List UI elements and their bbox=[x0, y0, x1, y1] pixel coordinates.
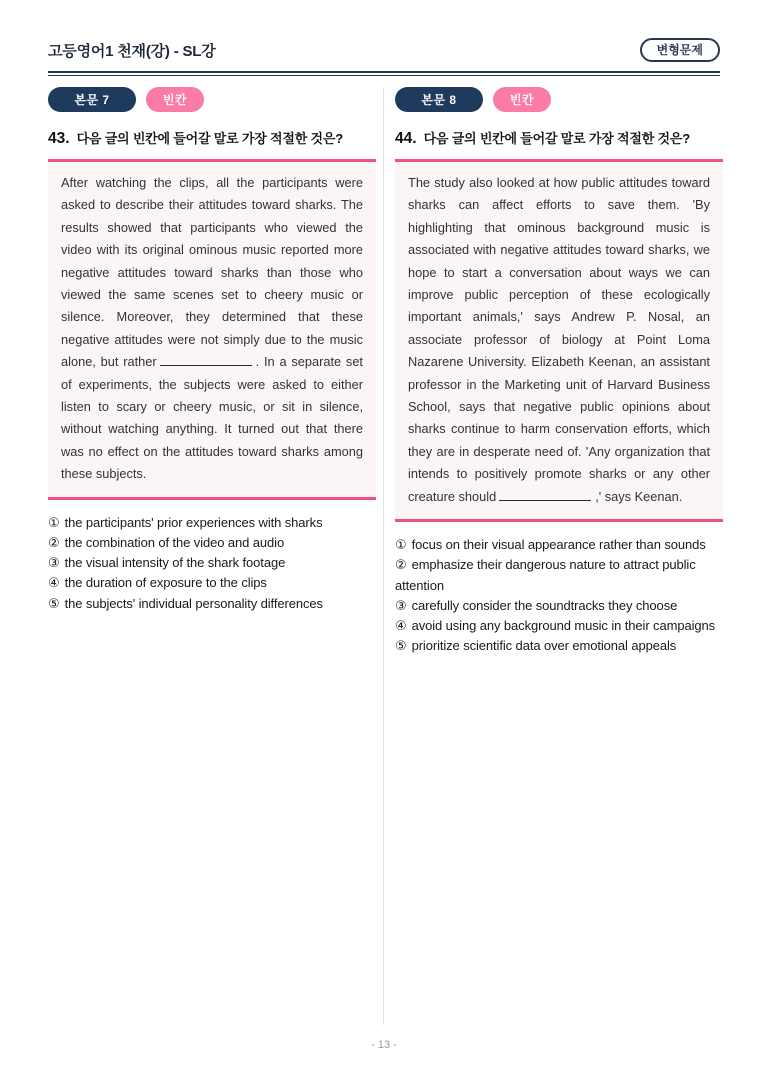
passage-box bbox=[395, 159, 723, 522]
answer-blank-line bbox=[160, 353, 252, 366]
source-badge: 본문 7 bbox=[48, 87, 136, 112]
option-5 bbox=[395, 636, 723, 656]
answer-blank-line bbox=[499, 488, 591, 501]
option-5 bbox=[48, 594, 376, 614]
badge-row bbox=[48, 87, 376, 112]
option-text: the participants' prior experiences with sharks bbox=[64, 514, 323, 530]
page-header bbox=[0, 0, 768, 62]
option-text: emphasize their dangerous nature to attract public attention bbox=[395, 557, 696, 593]
option-text: carefully consider the soundtracks they choose bbox=[411, 597, 678, 613]
option-3 bbox=[395, 596, 723, 616]
option-text: the subjects' individual personality differences bbox=[64, 595, 323, 611]
question-prompt: 다음 글의 빈칸에 들어갈 말로 가장 적절한 것은? bbox=[423, 131, 690, 146]
question-number: 44. bbox=[395, 130, 417, 147]
two-column-layout bbox=[48, 87, 723, 1025]
page-number: - 13 - bbox=[371, 1039, 397, 1051]
document-title: 고등영어1 천재(강) - SL강 bbox=[48, 42, 216, 60]
type-badge: 빈칸 bbox=[493, 87, 551, 112]
option-marker: ④ bbox=[48, 575, 60, 591]
option-marker: ① bbox=[395, 537, 407, 553]
option-2 bbox=[395, 555, 723, 595]
header-divider-rule bbox=[48, 71, 720, 76]
option-1 bbox=[395, 535, 723, 555]
badge-row bbox=[395, 87, 723, 112]
option-text: focus on their visual appearance rather than sounds bbox=[411, 537, 706, 553]
option-2 bbox=[48, 533, 376, 553]
option-text: prioritize scientific data over emotional appeals bbox=[411, 638, 677, 654]
question-number: 43. bbox=[48, 130, 70, 147]
question-prompt: 다음 글의 빈칸에 들어갈 말로 가장 적절한 것은? bbox=[76, 131, 343, 146]
option-marker: ① bbox=[48, 514, 60, 530]
option-marker: ③ bbox=[395, 597, 407, 613]
option-4 bbox=[48, 573, 376, 593]
option-marker: ② bbox=[48, 534, 60, 550]
passage-text-before-blank: The study also looked at how public attitudes toward sharks can affect efforts to save them. 'By highlighting that ominous background music is associated with negative attitudes toward sharks, we hope to start a conversation about ways we can improve public perception of these ecologically important animals,' says Andrew P. Nosal, an associate professor of biology at Point Loma Nazarene University. Elizabeth Keenan, an assistant professor in the Marketing unit of Harvard Business School, says that negative public opinions about sharks continue to harm conservation efforts, which they are in desperate need of. 'Any organization that intends to positively promote sharks or any other creature should bbox=[408, 175, 710, 504]
option-text: avoid using any background music in their campaigns bbox=[411, 617, 716, 633]
passage-text-after-blank: . In a separate set of experiments, the subjects were asked to either listen to scary or cheery music, or sit in silence, without watching anything. It turned out that there was no effect on the attitudes toward sharks among these subjects. bbox=[61, 354, 363, 482]
option-1 bbox=[48, 513, 376, 533]
question-heading bbox=[395, 128, 723, 148]
option-marker: ③ bbox=[48, 555, 60, 571]
source-badge: 본문 8 bbox=[395, 87, 483, 112]
option-text: the combination of the video and audio bbox=[64, 534, 285, 550]
question-heading bbox=[48, 128, 376, 148]
option-marker: ⑤ bbox=[48, 595, 60, 611]
answer-options bbox=[48, 513, 376, 614]
option-text: the visual intensity of the shark footage bbox=[64, 555, 286, 571]
answer-options bbox=[395, 535, 723, 656]
passage-box bbox=[48, 159, 376, 500]
question-block-44 bbox=[384, 87, 723, 1025]
option-marker: ⑤ bbox=[395, 638, 407, 654]
option-marker: ④ bbox=[395, 617, 407, 633]
option-text: the duration of exposure to the clips bbox=[64, 575, 267, 591]
variant-problem-badge: 변형문제 bbox=[640, 38, 720, 62]
option-marker: ② bbox=[395, 557, 407, 573]
passage-text-before-blank: After watching the clips, all the participants were asked to describe their attitudes toward sharks. The results showed that participants who viewed the video with its original ominous music reported more negative attitudes toward sharks than those who viewed the same scenes set to cheery music or silence. Moreover, they determined that these negative attitudes were not simply due to the music alone, but rather bbox=[61, 175, 363, 370]
option-4 bbox=[395, 616, 723, 636]
option-3 bbox=[48, 553, 376, 573]
type-badge: 빈칸 bbox=[146, 87, 204, 112]
passage-text-after-blank: ,' says Keenan. bbox=[595, 488, 683, 504]
question-block-43 bbox=[48, 87, 383, 1025]
